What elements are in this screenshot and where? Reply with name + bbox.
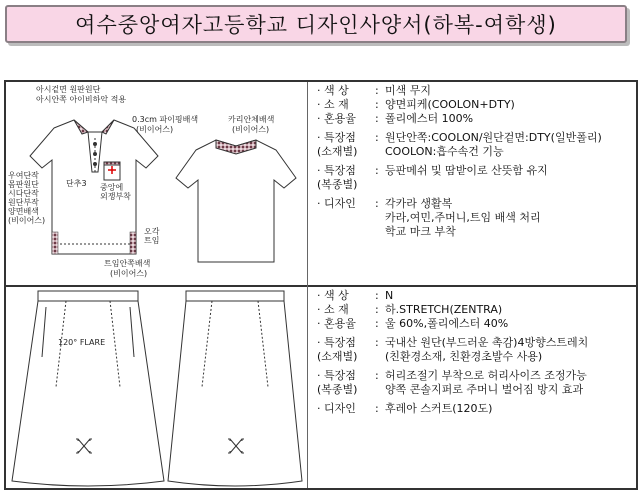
bottom-specs: · 색 상 : N · 소 재 : 하.STRETCH(ZENTRA) · 혼용율 : 울 60%,폴리에스터 40% · 특장점 : 국내산 원단(부드러운 촉감)4방향스트레치 (소재별) (친환경소재, 친환경초발수 사용) · 특장점 : 허리조절기 부착으로 허리사이즈 조정가능 (복종별) 양쪽 콘솔지퍼로 주머니 벌어짐 방지 효과 · 디자인 : 후레아 스커트(120도) [317,289,588,416]
page-title: 여수중앙여자고등학교 디자인사양서(하복-여학생) [5,5,627,43]
svg-text:몸판원단: 몸판원단 [8,180,39,189]
skirt-drawing [6,287,306,487]
flare-label: 120° FLARE [58,338,106,347]
top-specs: · 색 상 : 미색 무지 · 소 재 : 양면피케(COOLON+DTY) · 혼용율 : 폴리에스터 100% · 특장점 : 원단안쪽:COOLON/원단겉면:DTY(일반폴리) (소재별) COOLON:흡수속건 기능 · 특장점 : 등판메쉬 및 땀받이로 산뜻함 유지 (복종별) · 디자인 : 각카라 생활복 카라,여민,주머니,트임 배색 처리 학교 마크 부착 [317,84,602,239]
svg-text:우여단작: 우여단작 [8,171,39,180]
svg-text:아시겉면 원판원단: 아시겉면 원판원단 [36,85,101,94]
polo-front [30,120,158,254]
svg-text:(비이어스): (비이어스) [232,125,270,134]
svg-text:(비이어스): (비이어스) [136,125,174,134]
svg-text:아시안쪽 아이비하악 적용: 아시안쪽 아이비하악 적용 [36,95,127,104]
skirt-back [168,291,302,486]
svg-text:시다단작: 시다단작 [8,189,39,198]
svg-text:원단부작: 원단부작 [8,198,39,207]
svg-text:양면배색: 양면배색 [8,207,39,216]
spec-sheet [4,80,638,490]
svg-text:(비이어스): (비이어스) [110,269,148,278]
svg-text:(비이어스): (비이어스) [8,216,46,225]
svg-text:중앙에: 중앙에 [100,183,124,192]
column-divider [307,82,308,488]
svg-text:트임안쪽배색: 트임안쪽배색 [104,259,151,268]
svg-text:카리안체배색: 카리안체배색 [228,115,275,124]
svg-text:트임: 트임 [144,236,160,245]
polo-shirt-drawing [6,82,306,284]
svg-text:0.3cm 파이핑배색: 0.3cm 파이핑배색 [132,115,199,124]
skirt-front [12,291,164,486]
svg-text:오각: 오각 [144,227,160,236]
svg-text:외쟁부착: 외쟁부착 [100,192,131,201]
polo-back [176,140,296,262]
svg-text:단추3: 단추3 [66,179,87,188]
